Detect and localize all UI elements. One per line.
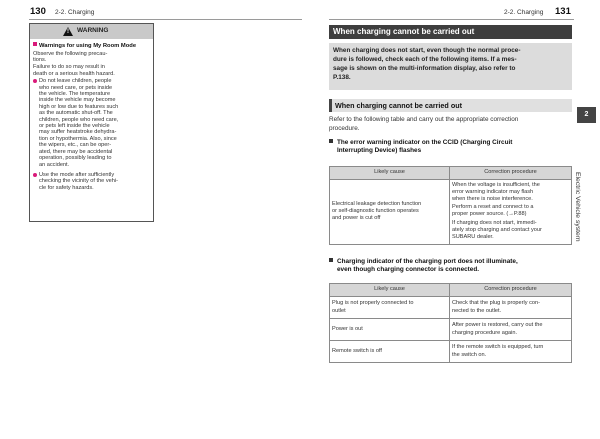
cell-line: If the remote switch is equipped, turn: [452, 344, 544, 351]
table-header-row: [330, 167, 572, 180]
body-paragraph: [329, 116, 574, 133]
cell-line: Perform a reset and connect to a: [452, 203, 534, 210]
cell-line: Power is out: [332, 325, 363, 332]
cell-line: the switch on.: [452, 351, 487, 358]
right-page-number: 131: [555, 6, 571, 17]
warning-line: death or a serious health hazard.: [33, 70, 115, 77]
cell-line: and power is cut off: [332, 215, 381, 222]
table-row: [330, 341, 572, 363]
warning-bullet-2: [33, 172, 153, 191]
table-header-cell: Likely cause: [330, 167, 450, 180]
cell-line: If charging does not start, immedi-: [452, 220, 537, 227]
table-cell-correction: [450, 319, 572, 341]
warning-line: tions.: [33, 57, 47, 63]
intro-line: P.138.: [333, 74, 351, 81]
cell-line: Electrical leakage detection function: [332, 201, 422, 207]
left-section-header: 2-2. Charging: [55, 9, 95, 16]
table-row: [330, 297, 572, 319]
cell-line: outlet: [332, 307, 346, 314]
cell-line: proper power source. (→P.88): [452, 210, 527, 217]
cell-line: nected to the outlet.: [452, 307, 502, 314]
warning-box: [29, 23, 154, 222]
item-2-heading: [329, 258, 574, 274]
bullet-dot-icon: [33, 79, 37, 83]
bullet-line: inside the vehicle may become: [39, 97, 116, 104]
item-1-line: Interrupting Device) flashes: [337, 147, 422, 155]
item-2-line: Charging indicator of the charging port does not illuminate,: [337, 258, 518, 265]
table-cell-correction: [450, 341, 572, 363]
right-section-header: 2-2. Charging: [504, 9, 544, 16]
cell-line: error warning indicator may flash: [452, 189, 534, 196]
table-2: [329, 283, 572, 363]
bullet-line: the wipers, etc., can be oper-: [39, 142, 112, 149]
warning-title: WARNING: [77, 27, 109, 34]
table-cell-correction: [450, 180, 572, 245]
cell-line: Check that the plug is properly con-: [452, 300, 540, 307]
section-title: When charging cannot be carried out: [329, 25, 572, 39]
cell-paragraph: [452, 220, 569, 242]
warning-bullet-1: [33, 78, 153, 168]
left-header-rule: [29, 19, 302, 20]
bullet-line: ated, there may be accidental: [39, 148, 113, 155]
bullet-line: Do not leave children, people: [39, 78, 112, 85]
body-line: procedure.: [329, 124, 360, 132]
intro-line: dure is followed, check each of the following items. If a mes-: [333, 56, 517, 63]
bullet-line: or pets left inside the vehicle: [39, 123, 110, 130]
intro-line: sage is shown on the multi-information display, also refer to: [333, 65, 516, 72]
cell-line: Plug is not properly connected to: [332, 300, 414, 307]
warning-intro: [33, 51, 153, 78]
cell-line: charging procedure again.: [452, 329, 517, 336]
bullet-line: tion or hypothermia. Also, since: [39, 135, 117, 142]
cell-line: When the voltage is insufficient, the: [452, 182, 540, 188]
item-2-line: even though charging connector is connected.: [337, 266, 480, 274]
square-bullet-icon: [329, 139, 333, 143]
chapter-tab: 2: [577, 107, 596, 123]
cell-paragraph: [452, 182, 569, 218]
right-header-rule: [329, 19, 574, 20]
cell-line: ately stop charging and contact your: [452, 227, 542, 234]
bullet-line: cle for safety hazards.: [39, 184, 94, 191]
table-row: [330, 180, 572, 245]
bullet-line: may suffer heatstroke dehydra-: [39, 129, 117, 136]
bullet-line: as the automatic shut-off. The: [39, 110, 113, 117]
warning-header: [30, 24, 153, 39]
subsection-title: When charging cannot be carried out: [329, 99, 572, 112]
item-1-line: The error warning indicator on the CCID (Charging Circuit: [337, 139, 513, 146]
table-header-cell: Correction procedure: [450, 284, 572, 297]
cell-line: when there is noise interference.: [452, 196, 533, 203]
table-header-cell: Likely cause: [330, 284, 450, 297]
table-header-cell: Correction procedure: [450, 167, 572, 180]
bullet-line: checking the vicinity of the vehi-: [39, 178, 118, 185]
cell-line: or self-diagnostic function operates: [332, 208, 419, 215]
cell-line: Remote switch is off: [332, 347, 382, 354]
bullet-line: operation, possibly leading to: [39, 155, 112, 162]
table-cell-cause: [330, 341, 450, 363]
square-bullet-icon: [329, 258, 333, 262]
table-cell-cause: [330, 319, 450, 341]
bullet-line: children, people who need care,: [39, 116, 119, 123]
left-page-number: 130: [30, 6, 46, 17]
warning-subheading: [33, 42, 153, 50]
table-cell-cause: [330, 297, 450, 319]
bullet-line: the vehicle. The temperature: [39, 91, 111, 98]
bullet-line: high or low due to features such: [39, 103, 119, 110]
cell-line: SUBARU dealer.: [452, 234, 494, 241]
table-cell-correction: [450, 297, 572, 319]
bullet-line: an accident.: [39, 161, 70, 168]
table-1: [329, 166, 572, 245]
warning-line: Observe the following precau-: [33, 50, 108, 57]
intro-line: When charging does not start, even though the normal proce-: [333, 47, 521, 54]
bullet-line: Use the mode after sufficiently: [39, 171, 115, 178]
intro-box: [329, 43, 572, 90]
item-1-heading: [329, 139, 574, 155]
bullet-dot-icon: [33, 173, 37, 177]
warning-content: [33, 42, 153, 191]
bullet-line: who need care, or pets inside: [39, 84, 113, 91]
chapter-side-label: Electric Vehicle system: [574, 172, 581, 242]
table-cell-cause: [330, 180, 450, 245]
warning-triangle-icon: !: [63, 27, 73, 36]
table-header-row: [330, 284, 572, 297]
table-row: [330, 319, 572, 341]
warning-line: Failure to do so may result in: [33, 64, 105, 71]
warning-subheading-text: Warnings for using My Room Mode: [39, 43, 137, 49]
square-bullet-icon: [33, 42, 37, 46]
body-line: Refer to the following table and carry out the appropriate correction: [329, 116, 519, 123]
cell-line: After power is restored, carry out the: [452, 322, 543, 329]
